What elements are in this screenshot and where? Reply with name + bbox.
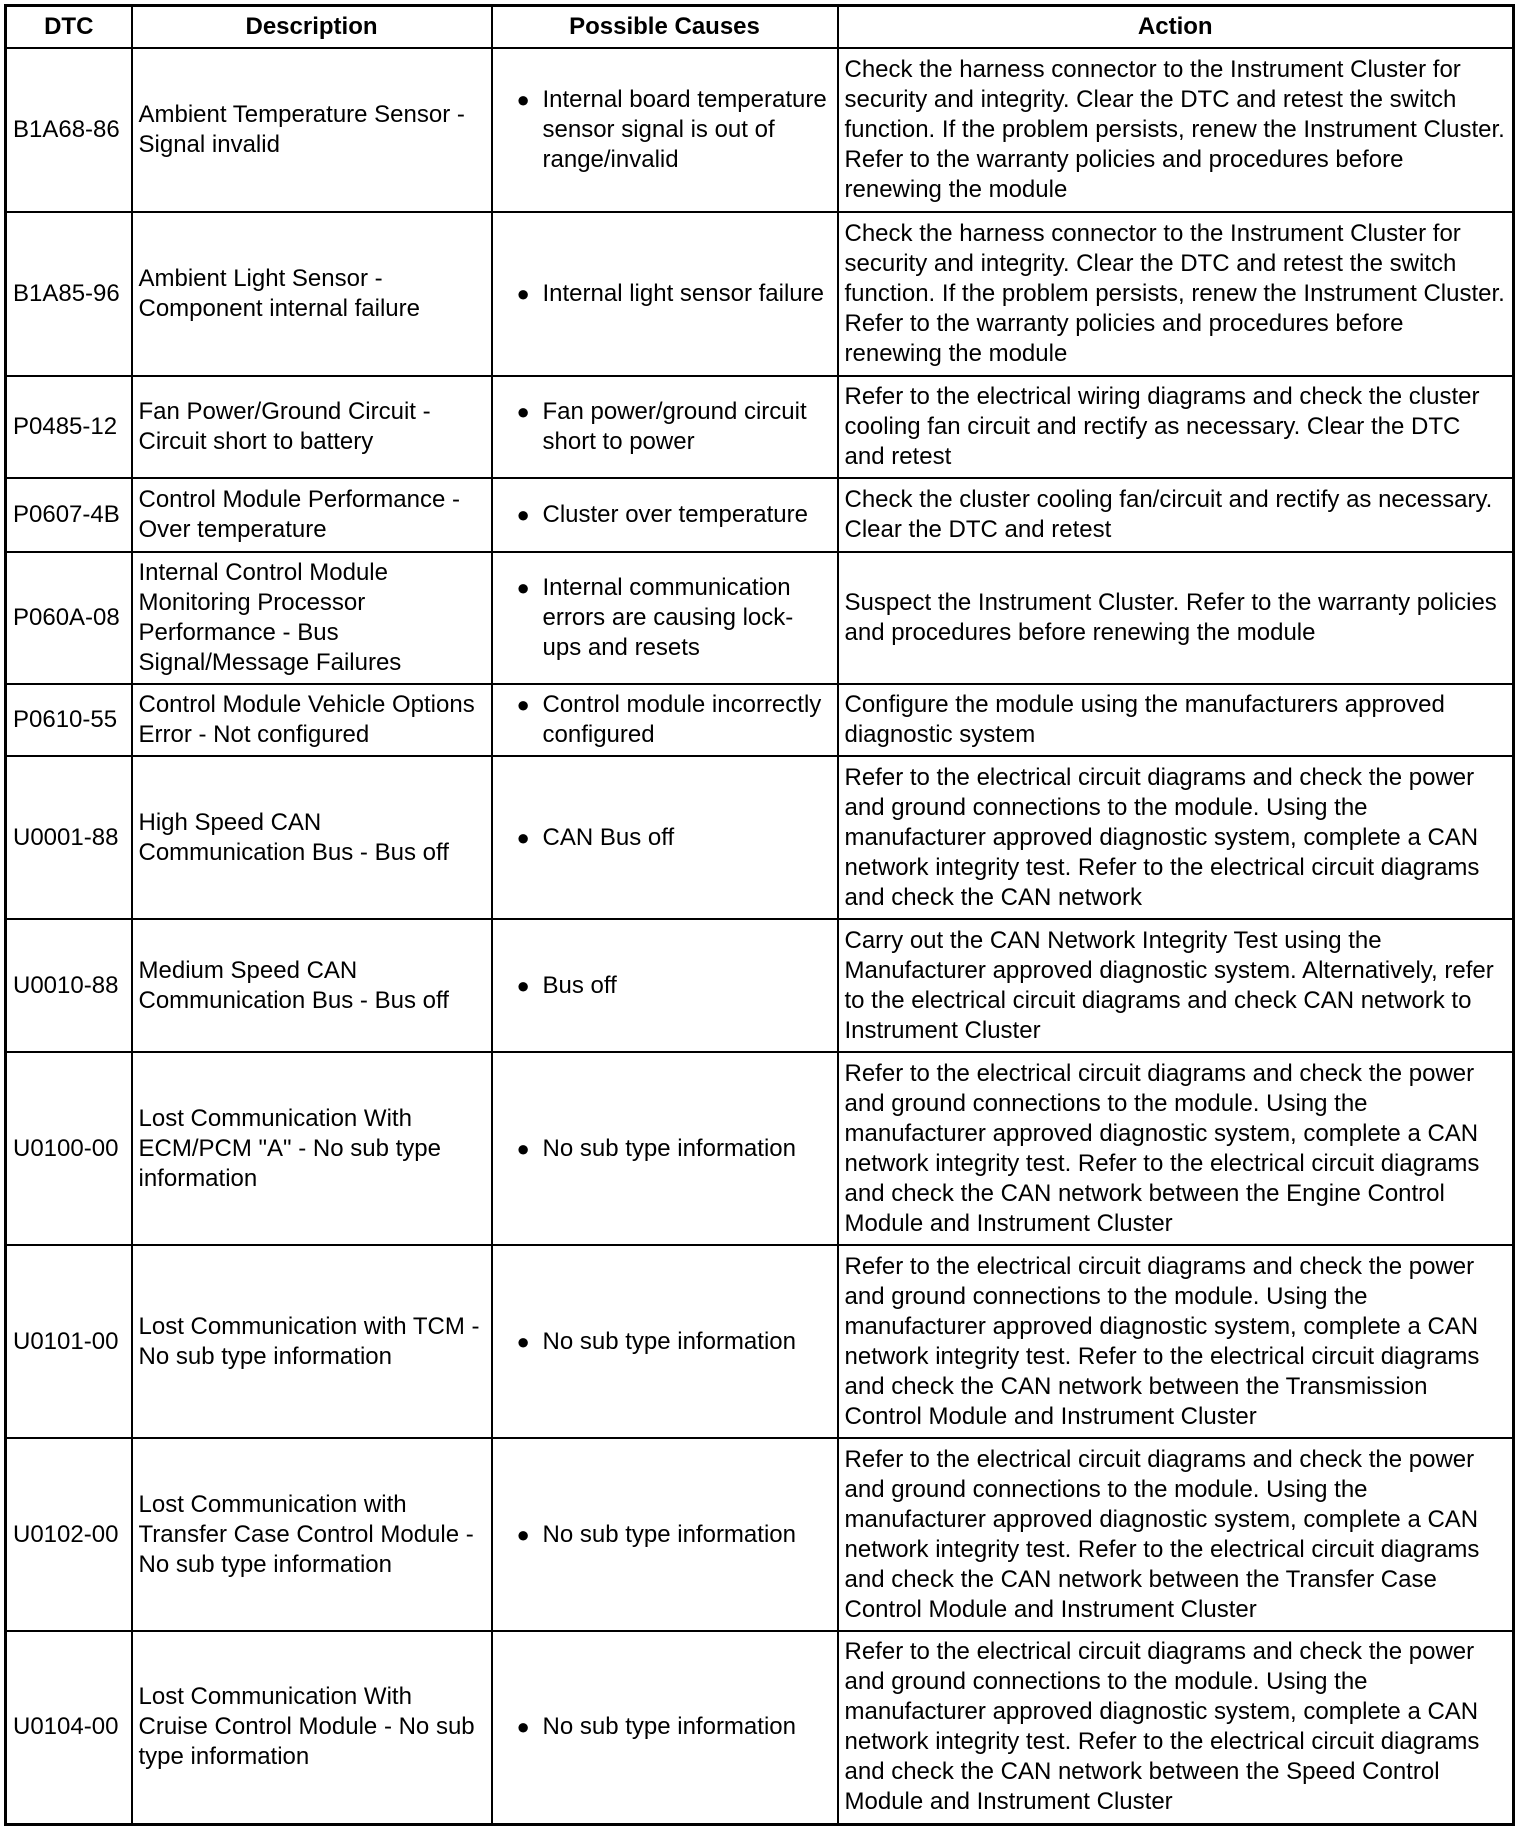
possible-cause (492, 1438, 838, 1631)
cause-text: CAN Bus off (542, 823, 675, 851)
cause-text: No sub type information (542, 1134, 796, 1162)
dtc-description: Lost Communication with Transfer Case Control Module - No sub type information (132, 1438, 492, 1631)
dtc-action: Refer to the electrical circuit diagrams and check the power and ground connections to the module. Using the manufacturer approved diagnostic system, complete a CAN network integrity test. Refer to the electrical circuit diagrams and check the CAN network between the Speed Control Module and Instrument Cluster (838, 1631, 1514, 1824)
header-action: Action (838, 6, 1514, 49)
dtc-action: Carry out the CAN Network Integrity Test using the Manufacturer approved diagnostic system. Alternatively, refer to the electrical circuit diagrams and check CAN network to Instrument Cluster (838, 919, 1514, 1052)
dtc-description: Ambient Temperature Sensor - Signal invalid (132, 48, 492, 212)
dtc-code: U0104-00 (6, 1631, 132, 1824)
table-header-row (6, 6, 1514, 49)
dtc-action: Check the harness connector to the Instrument Cluster for security and integrity. Clear the DTC and retest the switch function. If the problem persists, renew the Instrument Cluster. Refer to the warranty policies and procedures before renewing the module (838, 212, 1514, 376)
possible-cause (492, 1631, 838, 1824)
dtc-description: Lost Communication With Cruise Control Module - No sub type information (132, 1631, 492, 1824)
table-row (6, 552, 1514, 684)
table-row (6, 48, 1514, 212)
dtc-action: Suspect the Instrument Cluster. Refer to the warranty policies and procedures before renewing the module (838, 552, 1514, 684)
possible-cause (492, 478, 838, 552)
dtc-action: Refer to the electrical circuit diagrams and check the power and ground connections to the module. Using the manufacturer approved diagnostic system, complete a CAN network integrity test. Refer to the electrical circuit diagrams and check the CAN network between the Transfer Case Control Module and Instrument Cluster (838, 1438, 1514, 1631)
dtc-table (4, 4, 1515, 1826)
dtc-code: B1A68-86 (6, 48, 132, 212)
table-row (6, 212, 1514, 376)
table-row (6, 919, 1514, 1052)
cause-text: Internal communication errors are causing lock-ups and resets (542, 574, 794, 661)
dtc-description: Control Module Vehicle Options Error - Not configured (132, 684, 492, 756)
cause-text: Internal light sensor failure (542, 280, 824, 307)
header-description: Description (132, 6, 492, 49)
bullet-icon: ● (516, 399, 530, 424)
possible-cause (492, 1245, 838, 1438)
dtc-action: Configure the module using the manufacturers approved diagnostic system (838, 684, 1514, 756)
dtc-code: U0102-00 (6, 1438, 132, 1631)
cause-text: No sub type information (542, 1713, 796, 1741)
dtc-action: Check the harness connector to the Instrument Cluster for security and integrity. Clear the DTC and retest the switch function. If the problem persists, renew the Instrument Cluster. Refer to the warranty policies and procedures before renewing the module (838, 48, 1514, 212)
bullet-icon: ● (516, 1135, 530, 1161)
bullet-icon: ● (516, 1714, 530, 1740)
dtc-code: U0010-88 (6, 919, 132, 1052)
cause-text: No sub type information (542, 1327, 796, 1355)
dtc-code: B1A85-96 (6, 212, 132, 376)
cause-text: Control module incorrectly configured (542, 691, 822, 748)
possible-cause (492, 684, 838, 756)
bullet-icon: ● (516, 502, 530, 527)
table-row (6, 1245, 1514, 1438)
table-row (6, 756, 1514, 919)
dtc-code: P0610-55 (6, 684, 132, 756)
dtc-code: P0485-12 (6, 376, 132, 478)
dtc-description: Ambient Light Sensor - Component internal failure (132, 212, 492, 376)
bullet-icon: ● (516, 972, 530, 998)
dtc-code: U0100-00 (6, 1052, 132, 1245)
dtc-action: Check the cluster cooling fan/circuit and rectify as necessary. Clear the DTC and retest (838, 478, 1514, 552)
dtc-description: Fan Power/Ground Circuit - Circuit short to battery (132, 376, 492, 478)
possible-cause (492, 376, 838, 478)
bullet-icon: ● (516, 281, 530, 306)
dtc-code: U0001-88 (6, 756, 132, 919)
dtc-description: Control Module Performance - Over temperature (132, 478, 492, 552)
bullet-icon: ● (516, 692, 530, 717)
table-row (6, 478, 1514, 552)
table-row (6, 684, 1514, 756)
dtc-description: Lost Communication with TCM - No sub type information (132, 1245, 492, 1438)
dtc-table-wrapper (4, 4, 1512, 1826)
cause-text: Cluster over temperature (542, 501, 808, 528)
dtc-description: Medium Speed CAN Communication Bus - Bus off (132, 919, 492, 1052)
cause-text: Internal board temperature sensor signal is out of range/invalid (542, 86, 827, 173)
dtc-action: Refer to the electrical circuit diagrams and check the power and ground connections to the module. Using the manufacturer approved diagnostic system, complete a CAN network integrity test. Refer to the electrical circuit diagrams and check the CAN network between the Engine Control Module and Instrument Cluster (838, 1052, 1514, 1245)
dtc-action: Refer to the electrical circuit diagrams and check the power and ground connections to the module. Using the manufacturer approved diagnostic system, complete a CAN network integrity test. Refer to the electrical circuit diagrams and check the CAN network between the Transmission Control Module and Instrument Cluster (838, 1245, 1514, 1438)
possible-cause (492, 1052, 838, 1245)
dtc-description: Internal Control Module Monitoring Processor Performance - Bus Signal/Message Failures (132, 552, 492, 684)
possible-cause (492, 48, 838, 212)
possible-cause (492, 212, 838, 376)
table-row (6, 376, 1514, 478)
dtc-description: High Speed CAN Communication Bus - Bus off (132, 756, 492, 919)
possible-cause (492, 552, 838, 684)
cause-text: Fan power/ground circuit short to power (542, 398, 807, 455)
bullet-icon: ● (516, 87, 530, 112)
dtc-action: Refer to the electrical circuit diagrams and check the power and ground connections to the module. Using the manufacturer approved diagnostic system, complete a CAN network integrity test. Refer to the electrical circuit diagrams and check the CAN network (838, 756, 1514, 919)
possible-cause (492, 756, 838, 919)
cause-text: Bus off (542, 971, 617, 999)
bullet-icon: ● (516, 1521, 530, 1547)
bullet-icon: ● (516, 575, 530, 600)
dtc-action: Refer to the electrical wiring diagrams and check the cluster cooling fan circuit and rectify as necessary. Clear the DTC and retest (838, 376, 1514, 478)
dtc-code: P060A-08 (6, 552, 132, 684)
header-dtc: DTC (6, 6, 132, 49)
dtc-code: U0101-00 (6, 1245, 132, 1438)
bullet-icon: ● (516, 1328, 530, 1354)
table-row (6, 1052, 1514, 1245)
dtc-description: Lost Communication With ECM/PCM "A" - No sub type information (132, 1052, 492, 1245)
header-possible-causes: Possible Causes (492, 6, 838, 49)
dtc-code: P0607-4B (6, 478, 132, 552)
possible-cause (492, 919, 838, 1052)
table-row (6, 1631, 1514, 1824)
bullet-icon: ● (516, 824, 530, 850)
table-row (6, 1438, 1514, 1631)
cause-text: No sub type information (542, 1520, 796, 1548)
